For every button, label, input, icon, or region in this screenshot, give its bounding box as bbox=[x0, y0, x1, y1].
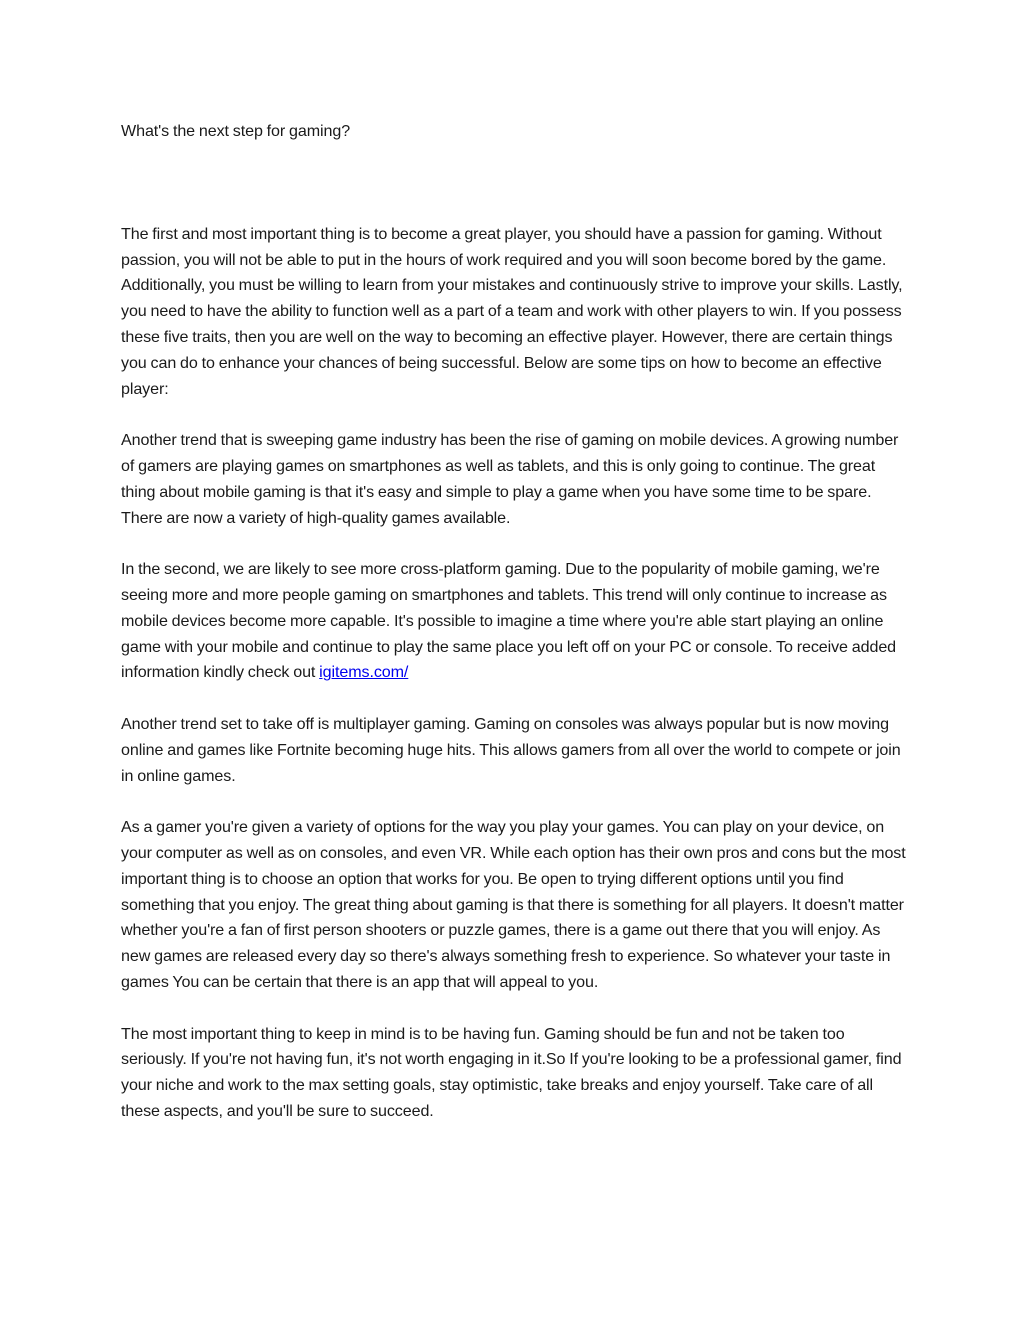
document-title: What's the next step for gaming? bbox=[121, 122, 351, 140]
paragraph-cross-platform-text: In the second, we are likely to see more cross-platform gaming. Due to the popularity of mobile gaming, we're seeing more and more people gaming on smartphones and tablets. This trend will only continue to increase as mobile devices become more capable. It's possible to imagine a time where you're able start playing an online game with your mobile and continue to play the same place you left off on your PC or console. To receive added information kindly check out bbox=[121, 560, 897, 682]
paragraph-multiplayer: Another trend set to take off is multiplayer gaming. Gaming on consoles was always popular but is now moving online and games like Fortnite becoming huge hits. This allows gamers from all over the world to compete or join in online games. bbox=[121, 714, 901, 785]
igitems-link[interactable]: igitems.com/ bbox=[319, 663, 409, 682]
paragraph-options: As a gamer you're given a variety of options for the way you play your games. You can play on your device, on your computer as well as on consoles, and even VR. While each option has their own pros and cons but the most important thing is to choose an option that works for you. Be open to trying different options until you find something that you enjoy. The great thing about gaming is that there is something for all players. It doesn't matter whether you're a fan of first person shooters or puzzle games, there is a game out there that you will enjoy. As new games are released every day so there's always something fresh to experience. So whatever your taste in games You can be certain that there is an app that will appeal to you. bbox=[121, 818, 906, 991]
paragraph-becoming-great-player: The first and most important thing is to become a great player, you should have a passion for gaming. Without passion, you will not be able to put in the hours of work required and you will soon become bored by the game. Additionally, you must be willing to learn from your mistakes and continuously strive to improve your skills. Lastly, you need to have the ability to function well as a part of a team and work with other players to win. If you possess these five traits, then you are well on the way to becoming an effective player. However, there are certain things you can do to enhance your chances of being successful. Below are some tips on how to become an effective player: bbox=[121, 224, 903, 398]
paragraph-cross-platform bbox=[121, 557, 911, 686]
paragraph-having-fun: The most important thing to keep in mind is to be having fun. Gaming should be fun and not be taken too seriously. If you're not having fun, it's not worth engaging in it.So If you're looking to be a professional gamer, find your niche and work to the max setting goals, stay optimistic, take breaks and enjoy yourself. Take care of all these aspects, and you'll be sure to succeed. bbox=[121, 1024, 902, 1120]
document-body bbox=[121, 119, 911, 1150]
title-spacer bbox=[121, 145, 911, 222]
paragraph-mobile-gaming: Another trend that is sweeping game industry has been the rise of gaming on mobile devices. A growing number of gamers are playing games on smartphones as well as tablets, and this is only going to continue. The great thing about mobile gaming is that it's easy and simple to play a game when you have some time to be spare. There are now a variety of high-quality games available. bbox=[121, 431, 899, 527]
